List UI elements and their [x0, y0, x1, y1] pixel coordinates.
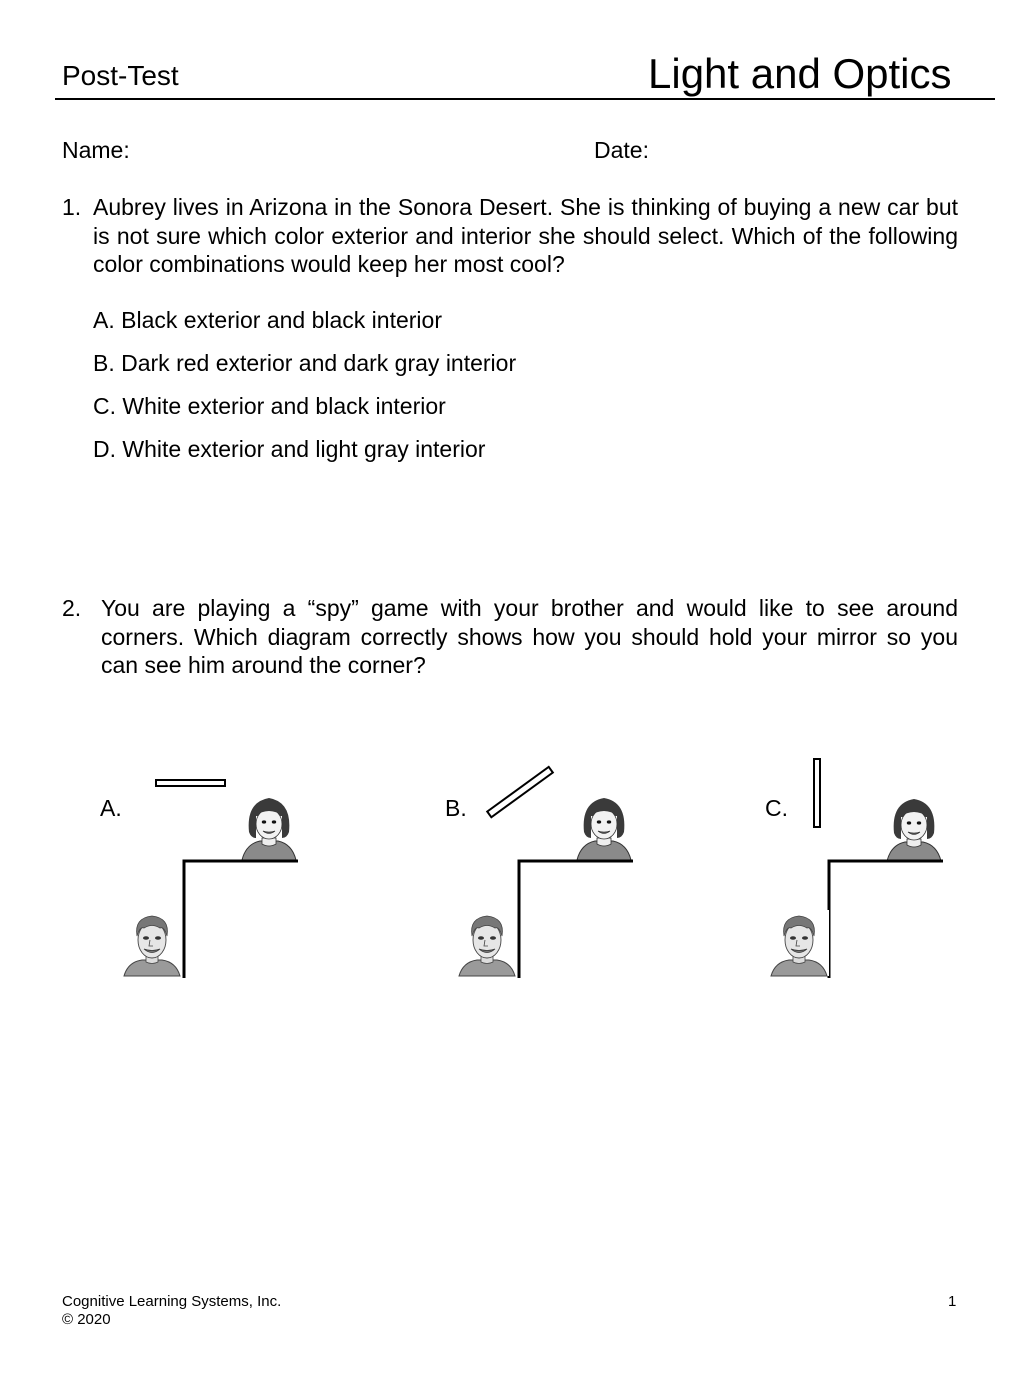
question-text: Aubrey lives in Arizona in the Sonora Desert. She is thinking of buying a new car but is not sure which color exterior and interior she should select. Which of the following color combinations would keep her most cool?	[93, 194, 958, 277]
diagram-label: B.	[445, 795, 467, 821]
girl-icon	[885, 795, 943, 861]
diagram-c[interactable]	[765, 755, 985, 985]
girl-icon	[575, 794, 633, 860]
girl-icon	[240, 794, 298, 860]
page-number: 1	[948, 1293, 957, 1310]
question-text: You are playing a “spy” game with your brother and would like to see around corners. Which diagram correctly shows how you should hold your mirror so you can see him around the corner?	[101, 595, 958, 678]
option-c[interactable]: C. White exterior and black interior	[93, 393, 446, 419]
boy-icon	[122, 910, 182, 976]
mirror-icon	[487, 767, 553, 817]
name-field-label: Name:	[62, 137, 130, 163]
question-number: 1.	[62, 194, 82, 220]
option-a[interactable]: A. Black exterior and black interior	[93, 307, 442, 333]
corner-diagram	[100, 760, 320, 985]
mirror-icon	[156, 780, 225, 786]
question-number: 2.	[62, 595, 82, 621]
date-field-label: Date:	[594, 137, 649, 163]
wall-corner	[184, 861, 298, 978]
diagram-a[interactable]	[100, 760, 320, 985]
boy-icon	[457, 910, 517, 976]
wall-corner	[519, 861, 633, 978]
wall-corner	[829, 861, 943, 978]
diagram-b[interactable]	[445, 760, 665, 985]
footer-company: Cognitive Learning Systems, Inc.	[62, 1293, 282, 1310]
header-divider	[55, 98, 995, 100]
footer-copyright: © 2020	[62, 1311, 111, 1328]
diagram-label: A.	[100, 795, 122, 821]
option-b[interactable]: B. Dark red exterior and dark gray interior	[93, 350, 517, 376]
diagram-label: C.	[765, 795, 788, 821]
boy-icon	[769, 910, 829, 976]
mirror-icon	[814, 759, 820, 827]
corner-diagram	[765, 755, 985, 985]
test-type-label: Post-Test	[62, 60, 179, 91]
corner-diagram	[445, 760, 665, 985]
page-title: Light and Optics	[648, 50, 952, 97]
option-d[interactable]: D. White exterior and light gray interior	[93, 436, 486, 462]
